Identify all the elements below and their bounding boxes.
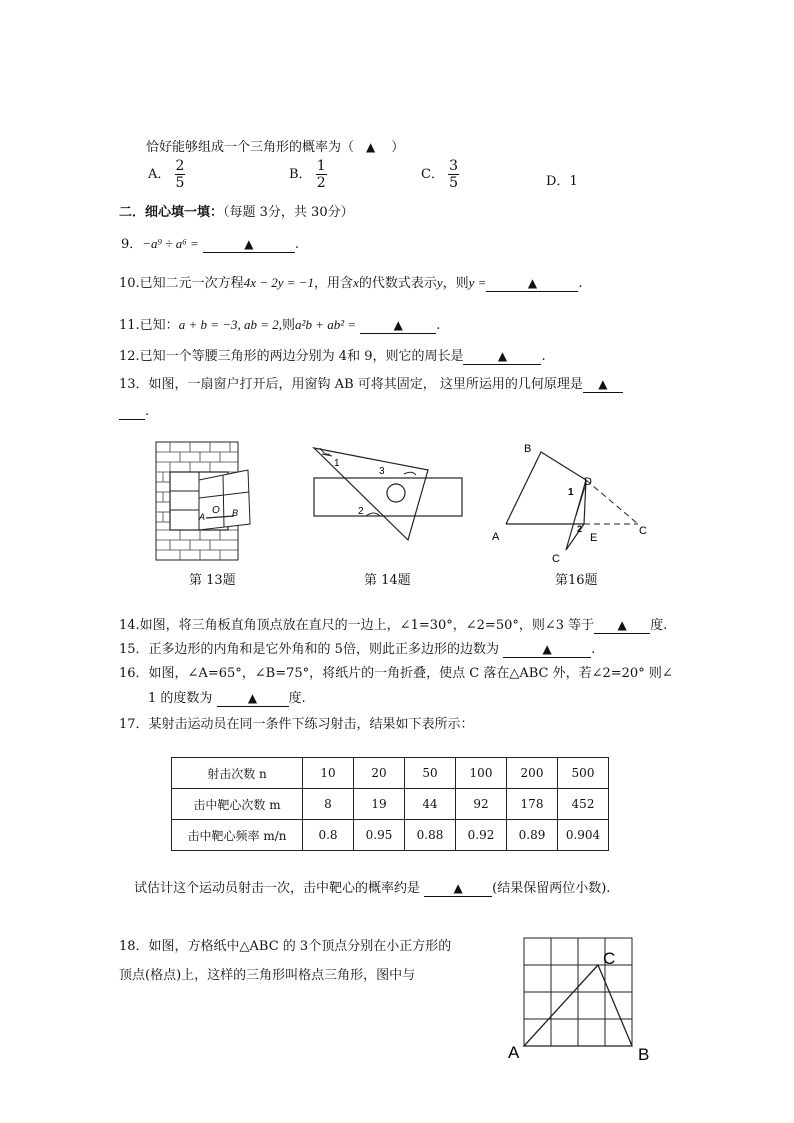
q8-option-d[interactable] — [546, 170, 578, 189]
caption-figure-13: 第 13题 — [189, 573, 236, 588]
question-number: 9． — [121, 237, 143, 252]
punctuation: . — [145, 404, 150, 419]
table-cell: 50 — [405, 758, 456, 789]
punctuation: . — [436, 318, 441, 333]
math-expression: −a⁹ ÷ a⁶ = — [142, 236, 199, 251]
triangle-sides — [506, 452, 586, 524]
punctuation: . — [578, 276, 583, 291]
q8-stem — [146, 136, 404, 155]
math-expression: y = — [468, 275, 487, 290]
question-text: 则 — [282, 318, 296, 333]
punctuation: 度. — [288, 691, 306, 706]
question-16 — [119, 662, 673, 681]
question-16-line2 — [148, 687, 306, 707]
question-18: 18．如图，方格纸中△ABC 的 3个顶点分别在小正方形的 — [119, 939, 452, 954]
option-label: A． — [148, 167, 171, 182]
question-text: 1 的度数为 — [148, 691, 213, 706]
fraction — [448, 158, 459, 191]
question-9 — [121, 233, 299, 253]
option-label: B． — [289, 167, 312, 182]
answer-mark: ▲ — [366, 140, 376, 154]
option-label: C． — [421, 167, 444, 182]
math-variable: y — [436, 275, 443, 290]
math-expression: a²b + ab² = — [295, 317, 357, 332]
question-14 — [119, 614, 667, 634]
q8-option-a[interactable] — [148, 158, 185, 191]
vertex-b: B — [638, 1045, 650, 1064]
question-text: 16．如图，∠A=65°，∠B=75°，将纸片的一角折叠，使点 C 落在△ABC 外，若∠2=20° 则∠ — [119, 666, 673, 681]
figure-18-lattice-grid — [504, 930, 664, 1064]
figure-14-ruler-triangle — [308, 442, 468, 542]
table-cell: 0.95 — [354, 820, 405, 851]
table-cell: 44 — [405, 789, 456, 820]
question-text: 12.已知一个等腰三角形的两边分别为 4和 9，则它的周长是 — [119, 349, 464, 364]
angle-2-label: 2 — [358, 506, 364, 517]
caption-figure-14: 第 14题 — [364, 573, 411, 588]
open-sash — [199, 470, 250, 530]
answer-mark: ▲ — [453, 881, 463, 895]
q8-option-c[interactable] — [421, 158, 459, 191]
table-cell: 0.92 — [456, 820, 507, 851]
fraction — [175, 158, 186, 191]
question-text: 14.如图，将三角板直角顶点放在直尺的一边上，∠1=30°，∠2=50°，则∠3 等于 — [119, 618, 595, 633]
answer-blank[interactable] — [594, 618, 650, 634]
table-header-cell: 击中靶心次数 m — [172, 789, 303, 820]
point-d: D — [584, 476, 592, 488]
answer-blank[interactable] — [360, 318, 436, 334]
figure-16-folded-triangle — [488, 440, 656, 566]
option-text: 1 — [569, 174, 578, 189]
angle-1-label: 1 — [568, 487, 574, 498]
question-note: (结果保留两位小数). — [492, 881, 611, 896]
table-cell: 20 — [354, 758, 405, 789]
answer-blank[interactable] — [486, 276, 578, 292]
section-title: 二．细心填一填： — [119, 205, 224, 220]
grid-lines — [524, 938, 632, 1046]
math-variable: x — [353, 275, 359, 290]
answer-mark: ▲ — [542, 642, 552, 656]
table-cell: 452 — [558, 789, 609, 820]
question-text: ，则 — [442, 276, 469, 291]
label-b: B — [232, 508, 239, 518]
answer-blank[interactable] — [203, 237, 295, 253]
vertex-c: C — [603, 949, 616, 968]
answer-blank[interactable] — [424, 881, 492, 897]
numerator: 2 — [175, 158, 185, 174]
vertex-c-original: C — [639, 525, 647, 537]
table-cell: 8 — [303, 789, 354, 820]
question-text: 11.已知： — [119, 318, 179, 333]
math-expression: 4x − 2y = −1 — [243, 275, 315, 290]
denominator: 5 — [175, 175, 185, 191]
q8-stem-text: 恰好能够组成一个三角形的概率为（ — [146, 140, 355, 155]
math-expression: a + b = −3, ab = 2, — [178, 317, 283, 332]
answer-mark: ▲ — [617, 618, 627, 632]
section-heading — [119, 201, 354, 220]
point-e: E — [590, 532, 598, 544]
angle-2-label: 2 — [577, 524, 583, 534]
answer-mark: ▲ — [527, 276, 538, 290]
table-cell: 0.88 — [405, 820, 456, 851]
question-text: ，用含 — [314, 276, 354, 291]
question-text: 试估计这个运动员射击一次，击中靶心的概率约是 — [134, 881, 421, 896]
table-header-cell: 射击次数 n — [172, 758, 303, 789]
table-cell: 178 — [507, 789, 558, 820]
option-label: D． — [546, 174, 570, 189]
angle-3-label: 3 — [379, 466, 385, 477]
question-11 — [119, 314, 440, 334]
answer-blank[interactable] — [463, 349, 541, 365]
vertex-b: B — [524, 443, 532, 455]
question-15 — [119, 638, 595, 658]
question-13-continuation — [119, 404, 149, 420]
section-note: （每题 3分，共 30分） — [223, 205, 354, 220]
shooting-results-table — [171, 757, 609, 851]
question-17: 17．某射击运动员在同一条件下练习射击，结果如下表所示： — [119, 717, 474, 732]
label-a: A — [199, 512, 206, 522]
question-text: 13．如图，一扇窗户打开后，用窗钩 AB 可将其固定， 这里所运用的几何原理是 — [119, 377, 583, 392]
answer-mark: ▲ — [244, 237, 254, 251]
question-text: 10.已知二元一次方程 — [119, 276, 244, 291]
figure-13-window — [150, 436, 256, 564]
angle-1-label: 1 — [334, 458, 340, 469]
denominator: 2 — [316, 175, 326, 191]
punctuation: 度. — [650, 618, 668, 633]
numerator: 1 — [316, 158, 326, 174]
table-cell: 100 — [456, 758, 507, 789]
vertex-a: A — [508, 1043, 520, 1062]
table-row — [172, 789, 609, 820]
q8-close: ） — [391, 140, 405, 155]
table-cell: 200 — [507, 758, 558, 789]
table-cell: 10 — [303, 758, 354, 789]
original-side-dashed — [586, 480, 638, 524]
vertex-a: A — [492, 531, 500, 543]
table-cell: 0.904 — [558, 820, 609, 851]
answer-blank[interactable] — [503, 642, 591, 658]
answer-mark: ▲ — [497, 349, 508, 363]
numerator: 3 — [449, 158, 459, 174]
question-text: 的代数式表示 — [358, 276, 437, 291]
answer-blank-cont[interactable] — [119, 404, 145, 420]
question-10 — [119, 272, 583, 292]
question-17-prompt — [134, 877, 610, 897]
answer-blank[interactable] — [217, 691, 289, 707]
punctuation: . — [591, 642, 596, 657]
answer-blank[interactable] — [583, 377, 623, 393]
table-cell: 500 — [558, 758, 609, 789]
denominator: 5 — [449, 175, 459, 191]
table-row — [172, 758, 609, 789]
table-cell: 0.89 — [507, 820, 558, 851]
answer-mark: ▲ — [598, 377, 608, 391]
question-12 — [119, 345, 546, 365]
table-cell: 19 — [354, 789, 405, 820]
answer-mark: ▲ — [393, 318, 403, 332]
caption-figure-16: 第16题 — [555, 573, 598, 588]
question-18-line2: 顶点(格点)上，这样的三角形叫格点三角形，图中与 — [119, 968, 416, 983]
table-row — [172, 820, 609, 851]
q8-option-b[interactable] — [289, 158, 327, 191]
punctuation: . — [294, 237, 300, 252]
question-text: 15．正多边形的内角和是它外角和的 5倍，则此正多边形的边数为 — [119, 642, 499, 657]
table-cell: 92 — [456, 789, 507, 820]
vertex-c-folded: C — [552, 553, 560, 565]
fraction — [316, 158, 327, 191]
question-13 — [119, 373, 623, 393]
label-o: O — [212, 505, 220, 516]
table-cell: 0.8 — [303, 820, 354, 851]
table-header-cell: 击中靶心频率 m/n — [172, 820, 303, 851]
punctuation: . — [541, 349, 546, 364]
answer-mark: ▲ — [247, 691, 258, 705]
